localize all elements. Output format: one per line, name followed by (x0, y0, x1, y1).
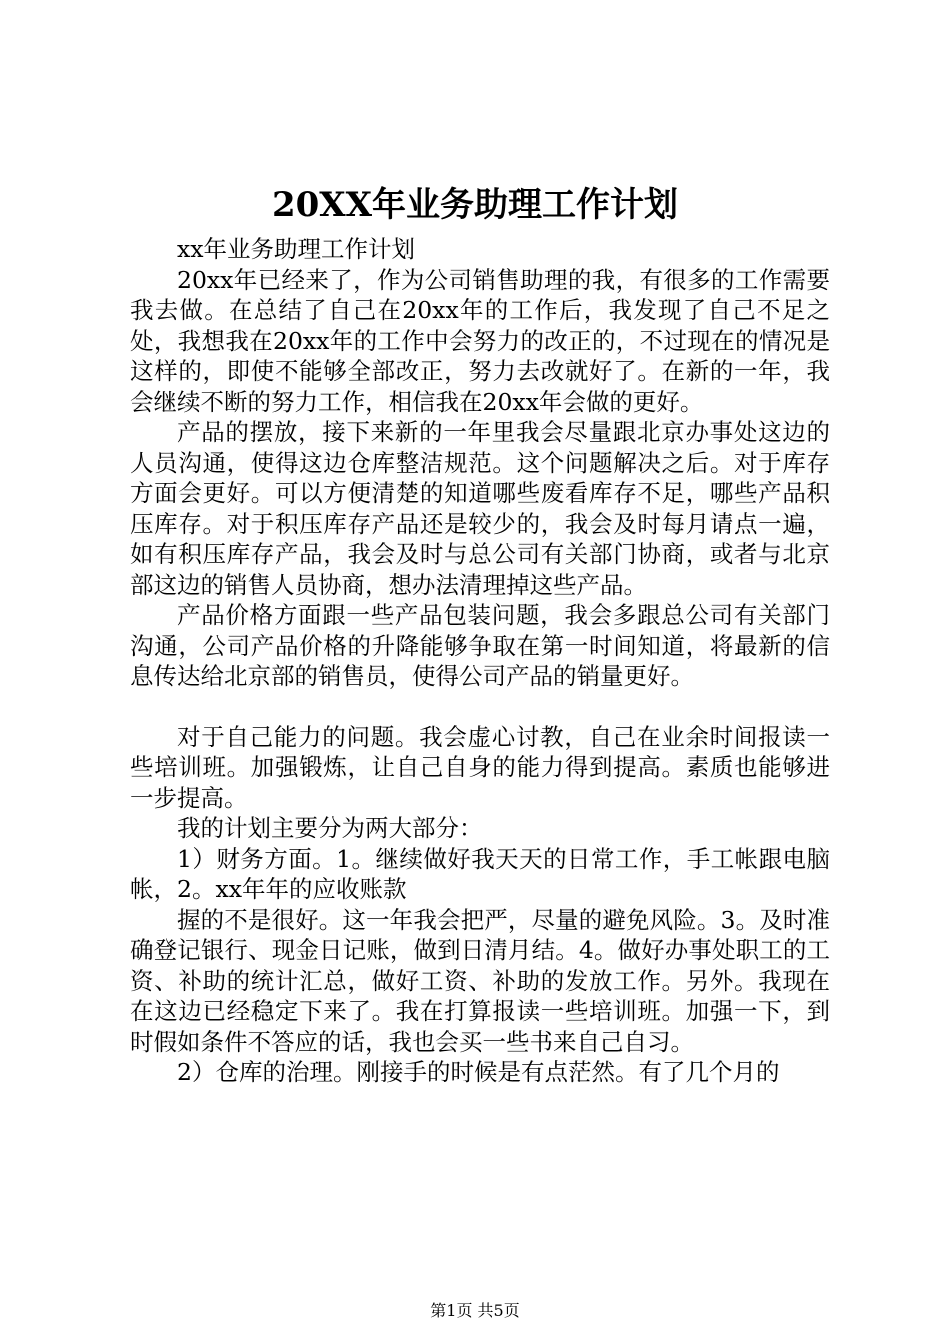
paragraph-product-placement: 产品的摆放，接下来新的一年里我会尽量跟北京办事处这边的人员沟通，使得这边仓库整洁规范。这个问题解决之后。对于库存方面会更好。可以方便清楚的知道哪些废看库存不足，哪些产品积压库存。对于积压库存产品还是较少的，我会及时每月请点一遍，如有积压库存产品，我会及时与总公司有关部门协商，或者与北京部这边的销售人员协商，想办法清理掉这些产品。 (130, 418, 830, 599)
paragraph-finance: 1）财务方面。1。继续做好我天天的日常工作，手工帐跟电脑帐，2。xx年年的应收账款 (130, 844, 830, 903)
paragraph-ability: 对于自己能力的问题。我会虚心讨教，自己在业余时间报读一些培训班。加强锻炼，让自己自身的能力得到提高。素质也能够进一步提高。 (130, 722, 830, 812)
paragraph-subtitle: xx年业务助理工作计划 (177, 235, 416, 263)
paragraph-finance-continued: 握的不是很好。这一年我会把严，尽量的避免风险。3。及时准确登记银行、现金日记账，做到日清月结。4。做好办事处职工的工资、补助的统计汇总，做好工资、补助的发放工作。另外。我现在在这边已经稳定下来了。我在打算报读一些培训班。加强一下，到时假如条件不答应的话，我也会买一些书来自己自习。 (130, 905, 830, 1056)
page-number-footer: 第1页 共5页 (430, 1301, 520, 1320)
document-title: 20XX年业务助理工作计划 (271, 185, 679, 225)
paragraph-warehouse: 2）仓库的治理。刚接手的时候是有点茫然。有了几个月的 (177, 1058, 780, 1086)
paragraph-plan-overview: 我的计划主要分为两大部分： (177, 814, 483, 842)
paragraph-product-price: 产品价格方面跟一些产品包装问题，我会多跟总公司有关部门沟通，公司产品价格的升降能够争取在第一时间知道，将最新的信息传达给北京部的销售员，使得公司产品的销量更好。 (130, 601, 830, 690)
paragraph-intro: 20xx年已经来了，作为公司销售助理的我，有很多的工作需要我去做。在总结了自己在20xx年的工作后，我发现了自己不足之处，我想我在20xx年的工作中会努力的改正的，不过现在的情况是这样的，即使不能够全部改正，努力去改就好了。在新的一年，我会继续不断的努力工作，相信我在20xx年会做的更好。 (130, 265, 830, 416)
document-body (130, 234, 830, 1088)
